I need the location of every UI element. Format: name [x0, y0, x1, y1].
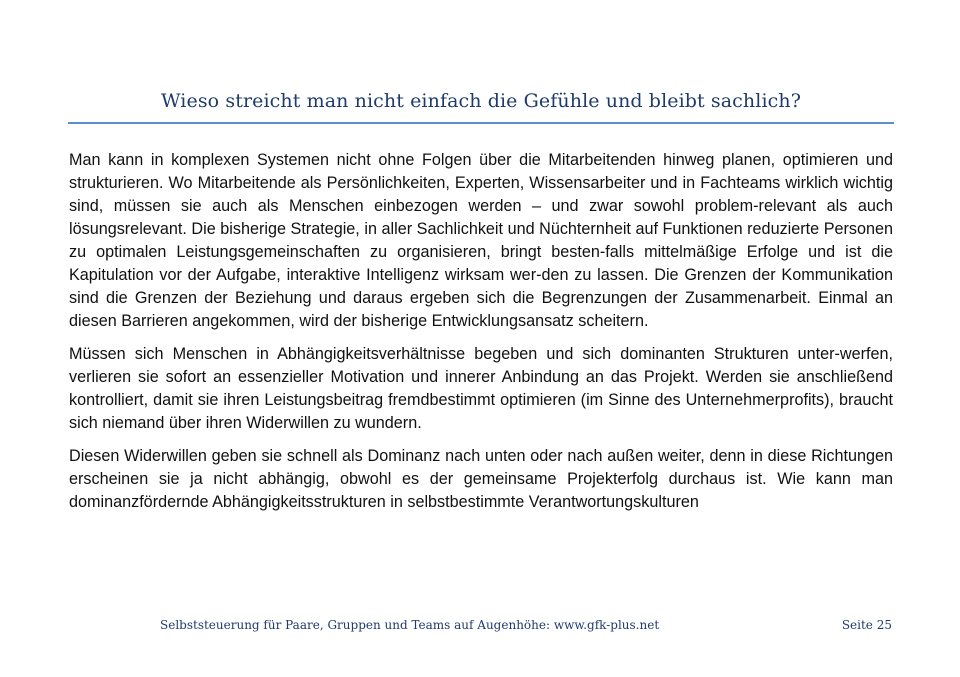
page-title: Wieso streicht man nicht einfach die Gefühle und bleibt sachlich?	[161, 90, 801, 112]
page-number: Seite 25	[841, 618, 892, 632]
paragraph-3: Diesen Widerwillen geben sie schnell als Dominanz nach unten oder nach außen weiter, denn in diese Richtungen erscheinen sie ja nicht abhängig, obwohl es der gemeinsame Projekterfolg durchaus ist. Wie kann man dominanzfördernde Abhängigkeitsstrukturen in selbstbestimmte Verantwortungskulturen	[69, 447, 893, 511]
heading-divider	[68, 122, 894, 124]
footer-title: Selbststeuerung für Paare, Gruppen und Teams auf Augenhöhe: www.gfk-plus.net	[160, 618, 660, 632]
paragraph-2: Müssen sich Menschen in Abhängigkeitsverhältnisse begeben und sich dominanten Strukturen unter-werfen, verlieren sie sofort an essenzieller Motivation und innerer Anbindung an das Projekt. Werden sie anschließend kontrolliert, damit sie ihren Leistungsbeitrag fremdbestimmt optimieren (im Sinne des Unternehmerprofits), braucht sich niemand über ihren Widerwillen zu wundern.	[69, 345, 893, 432]
body-text	[69, 149, 893, 524]
paragraph-1: Man kann in komplexen Systemen nicht ohne Folgen über die Mitarbeitenden hinweg planen, optimieren und strukturieren. Wo Mitarbeitende als Persönlichkeiten, Experten, Wissensarbeiter und in Fachteams wirklich wichtig sind, müssen sie auch als Menschen einbezogen werden – und zwar sowohl problem-relevant als auch lösungsrelevant. Die bisherige Strategie, in aller Sachlichkeit und Nüchternheit auf Funktionen reduzierte Personen zu optimalen Leistungsgemeinschaften zu organisieren, bringt besten-falls mittelmäßige Erfolge und ist die Kapitulation vor der Aufgabe, interaktive Intelligenz wirksam wer-den zu lassen. Die Grenzen der Kommunikation sind die Grenzen der Beziehung und daraus ergeben sich die Begrenzungen der Zusammenarbeit. Einmal an diesen Barrieren angekommen, wird der bisherige Entwicklungsansatz scheitern.	[69, 151, 893, 330]
